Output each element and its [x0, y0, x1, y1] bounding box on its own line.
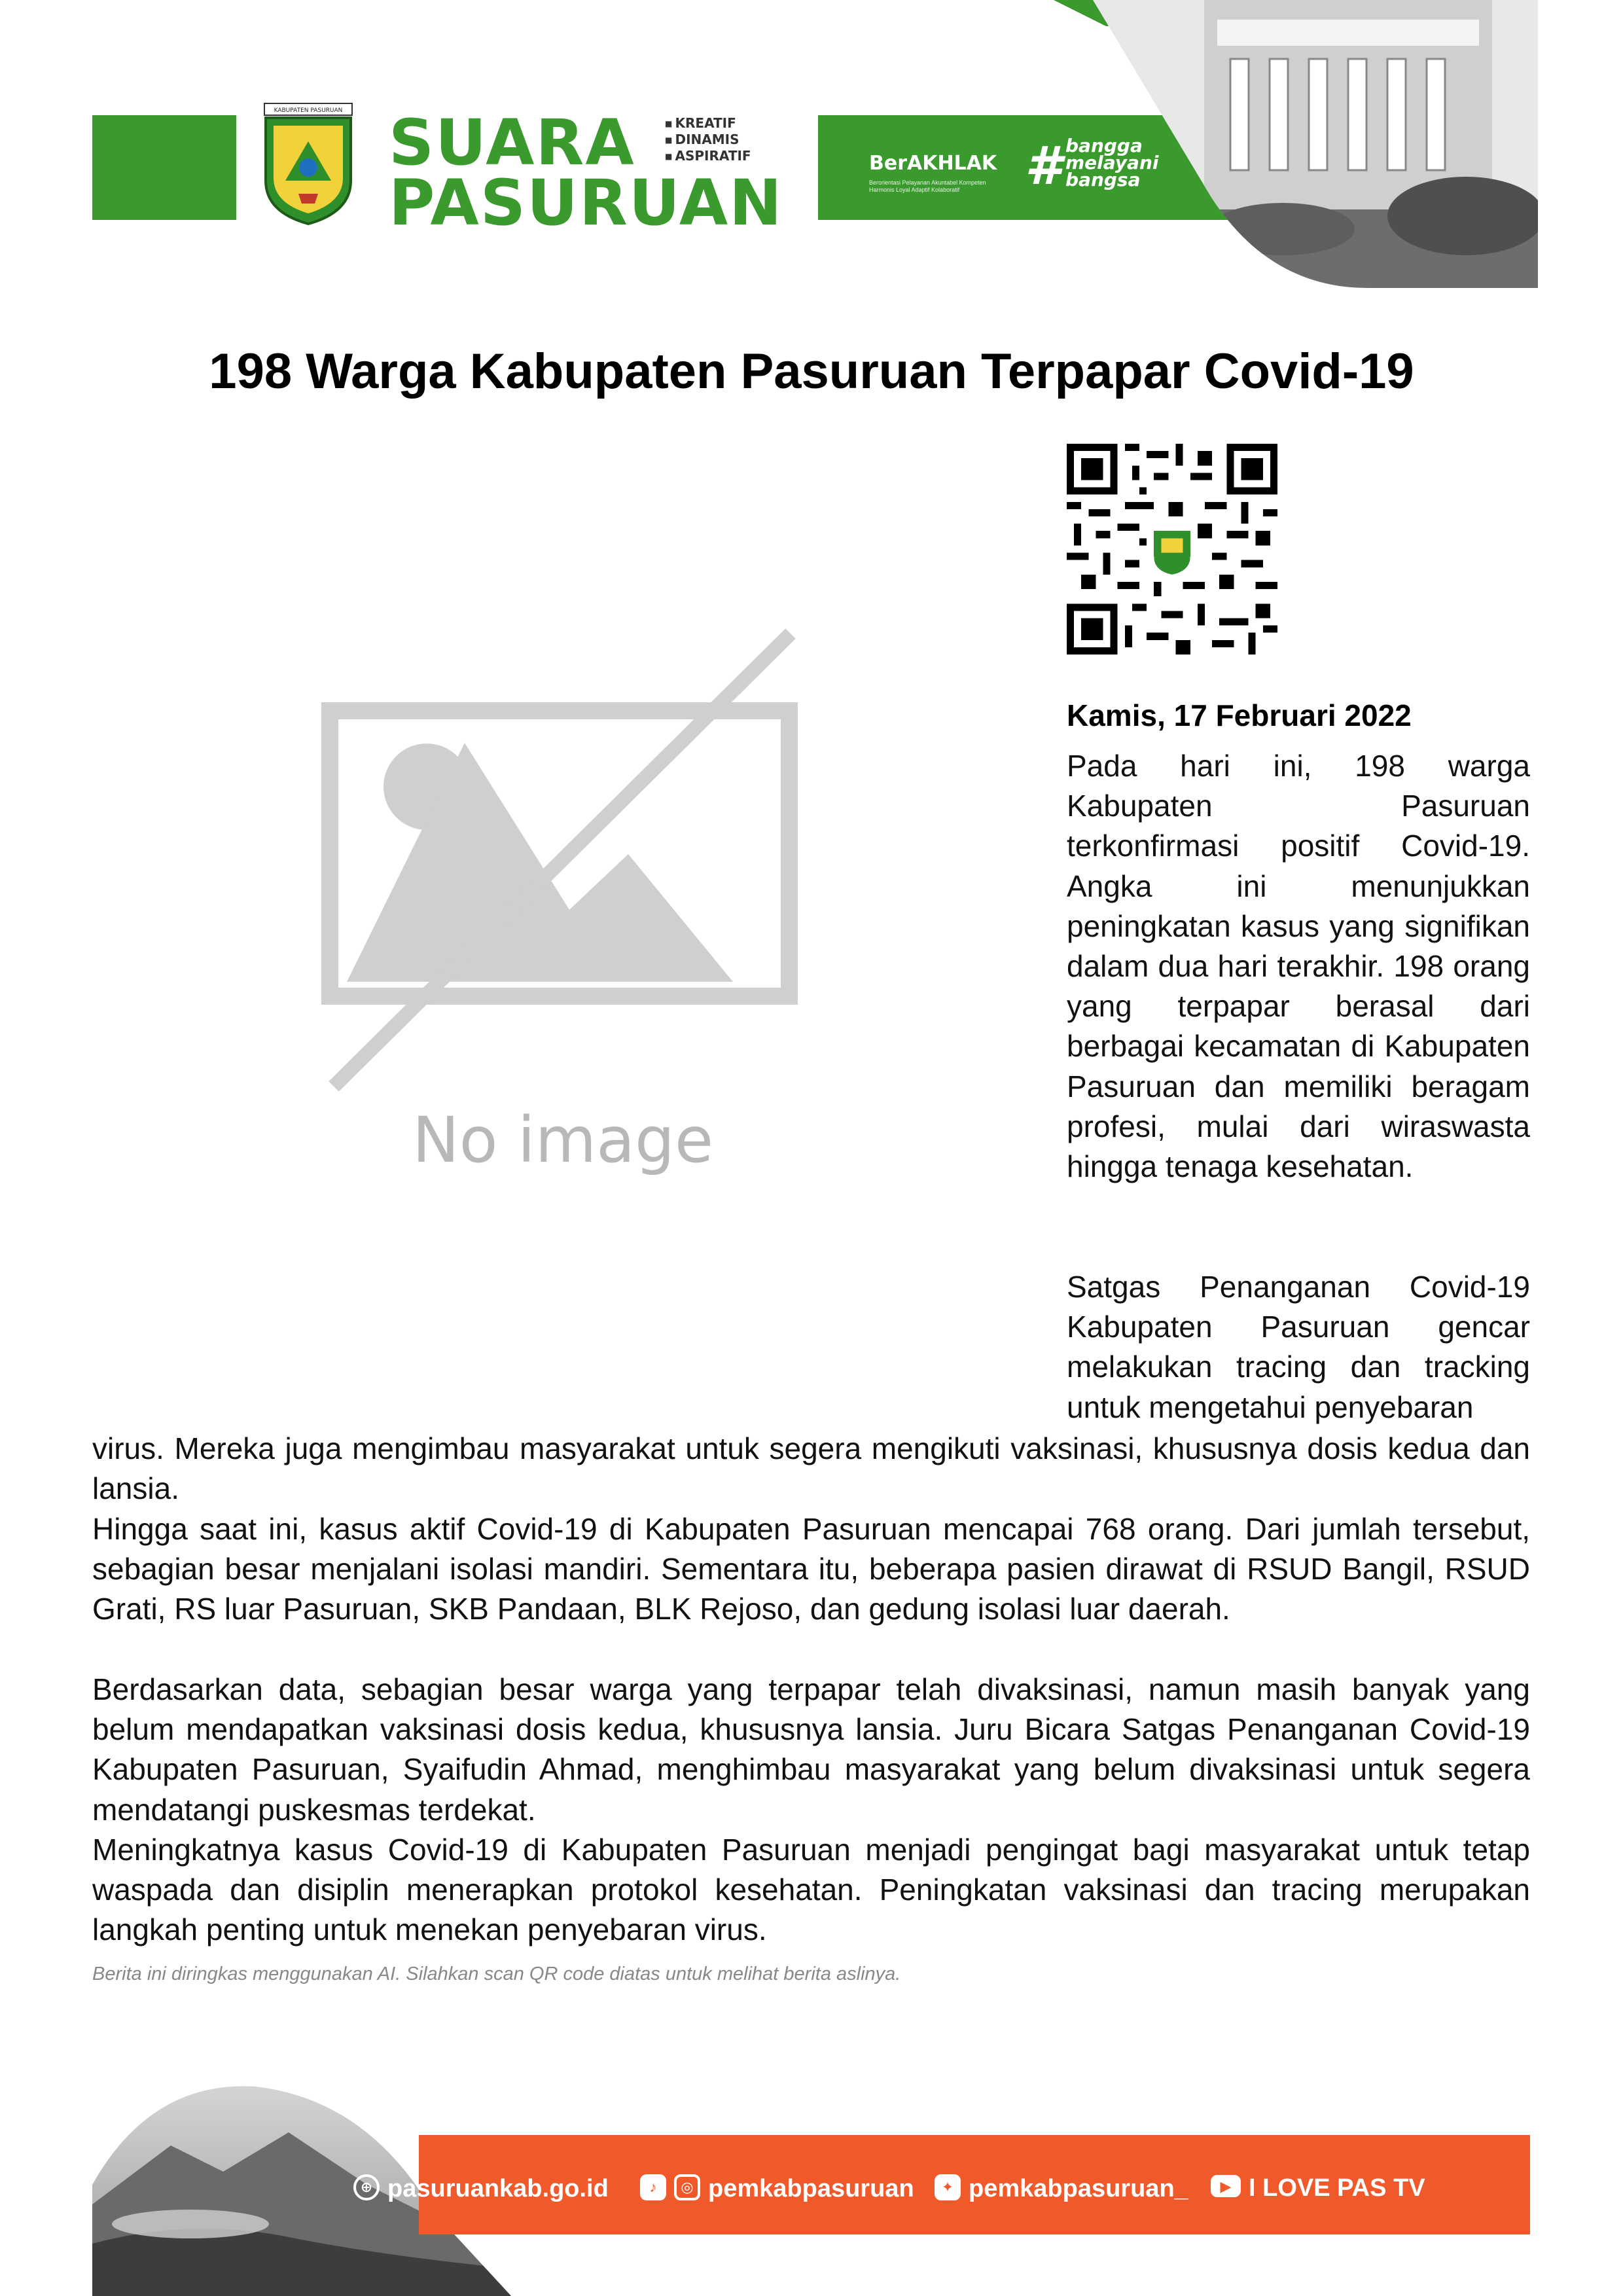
tagline: [665, 115, 751, 164]
article-date: Kamis, 17 Februari 2022: [1067, 698, 1412, 732]
article-paragraph: Satgas Penanganan Covid-19 Kabupaten Pasuruan gencar melakukan tracing dan tracking untuk mengetahui penyebaran: [1067, 1270, 1530, 1424]
footer-twitter-link[interactable]: [935, 2174, 1188, 2203]
article-paragraph: Pada hari ini, 198 warga Kabupaten Pasuruan terkonfirmasi positif Covid-19. Angka ini menunjukkan peningkatan kasus yang signifikan dalam dua hari terakhir. 198 orang yang terpapar berasal dari berbagai kecamatan di Kabupaten Pasuruan dan memiliki beragam profesi, mulai dari wiraswasta hingga tenaga kesehatan.: [1067, 749, 1530, 1184]
globe-icon: ⊕: [353, 2174, 380, 2200]
tiktok-icon: ♪: [640, 2174, 666, 2200]
crest-caption: KABUPATEN PASURUAN: [274, 107, 343, 114]
qr-code[interactable]: [1067, 444, 1277, 655]
no-image-label: No image: [412, 1103, 714, 1177]
berakhlak-subtitle: Berorientasi Pelayanan Akuntabel Kompeten Harmonis Loyal Adaptif Kolaboratif: [869, 179, 986, 193]
footer-instagram-text: pemkabpasuruan: [708, 2175, 914, 2202]
tagline-item: ■ ASPIRATIF: [665, 148, 751, 164]
footer-twitter-text: pemkabpasuruan_: [969, 2175, 1188, 2202]
footer-website-link[interactable]: [353, 2174, 609, 2203]
footer-youtube-text: I LOVE PAS TV: [1249, 2174, 1425, 2202]
instagram-icon: ◎: [674, 2174, 700, 2200]
footer-instagram-link[interactable]: [640, 2174, 914, 2203]
twitter-icon: ✦: [935, 2174, 961, 2200]
brand-line-1: SUARA: [389, 106, 635, 179]
hashtag-word: melayani: [1065, 152, 1159, 173]
hashtag-word: bangsa: [1065, 169, 1141, 190]
bangga-melayani-bangsa-logo: [1025, 135, 1159, 196]
article-paragraph: Meningkatnya kasus Covid-19 di Kabupaten Pasuruan menjadi pengingat bagi masyarakat untuk tetap waspada dan disiplin menerapkan protokol kesehatan. Peningkatan vaksinasi dan tracing merupakan langkah penting untuk menekan penyebaran virus.: [92, 1833, 1530, 1947]
header-green-bar-left: [92, 115, 236, 220]
article-paragraph: virus. Mereka juga mengimbau masyarakat untuk segera mengikuti vaksinasi, khususnya dosis kedua dan lansia.: [92, 1431, 1530, 1506]
youtube-icon: ▶: [1211, 2175, 1241, 2197]
article-paragraph: Berdasarkan data, sebagian besar warga yang terpapar telah divaksinasi, namun masih banyak yang belum mendapatkan vaksinasi dosis kedua, khususnya lansia. Juru Bicara Satgas Penanganan Covid-19 Kabupaten Pasuruan, Syaifudin Ahmad, menghimbau masyarakat yang belum divaksinasi untuk segera mendatangi puskesmas terdekat.: [92, 1672, 1530, 1827]
berakhlak-logo: BerAKHLAK: [869, 152, 997, 175]
article-paragraph: Hingga saat ini, kasus aktif Covid-19 di Kabupaten Pasuruan mencapai 768 orang. Dari jumlah tersebut, sebagian besar menjalani isolasi mandiri. Sementara itu, beberapa pasien dirawat di RSUD Bangil, RSUD Grati, RS luar Pasuruan, SKB Pandaan, BLK Rejoso, dan gedung isolasi luar daerah.: [92, 1512, 1530, 1626]
hashtag-word: bangga: [1065, 135, 1143, 156]
crest-logo: [259, 102, 357, 226]
article-title: 198 Warga Kabupaten Pasuruan Terpapar Covid-19: [209, 344, 1414, 399]
tagline-item: ■ DINAMIS: [665, 132, 751, 148]
footer-youtube-link[interactable]: [1211, 2174, 1425, 2202]
brand-line-2: PASURUAN: [389, 166, 783, 240]
tagline-item: ■ KREATIF: [665, 115, 751, 132]
footer-website-text: pasuruankab.go.id: [387, 2175, 609, 2202]
hashtag-icon: #: [1025, 135, 1061, 196]
ai-summary-note: Berita ini diringkas menggunakan AI. Silahkan scan QR code diatas untuk melihat berita aslinya.: [92, 1964, 901, 1984]
